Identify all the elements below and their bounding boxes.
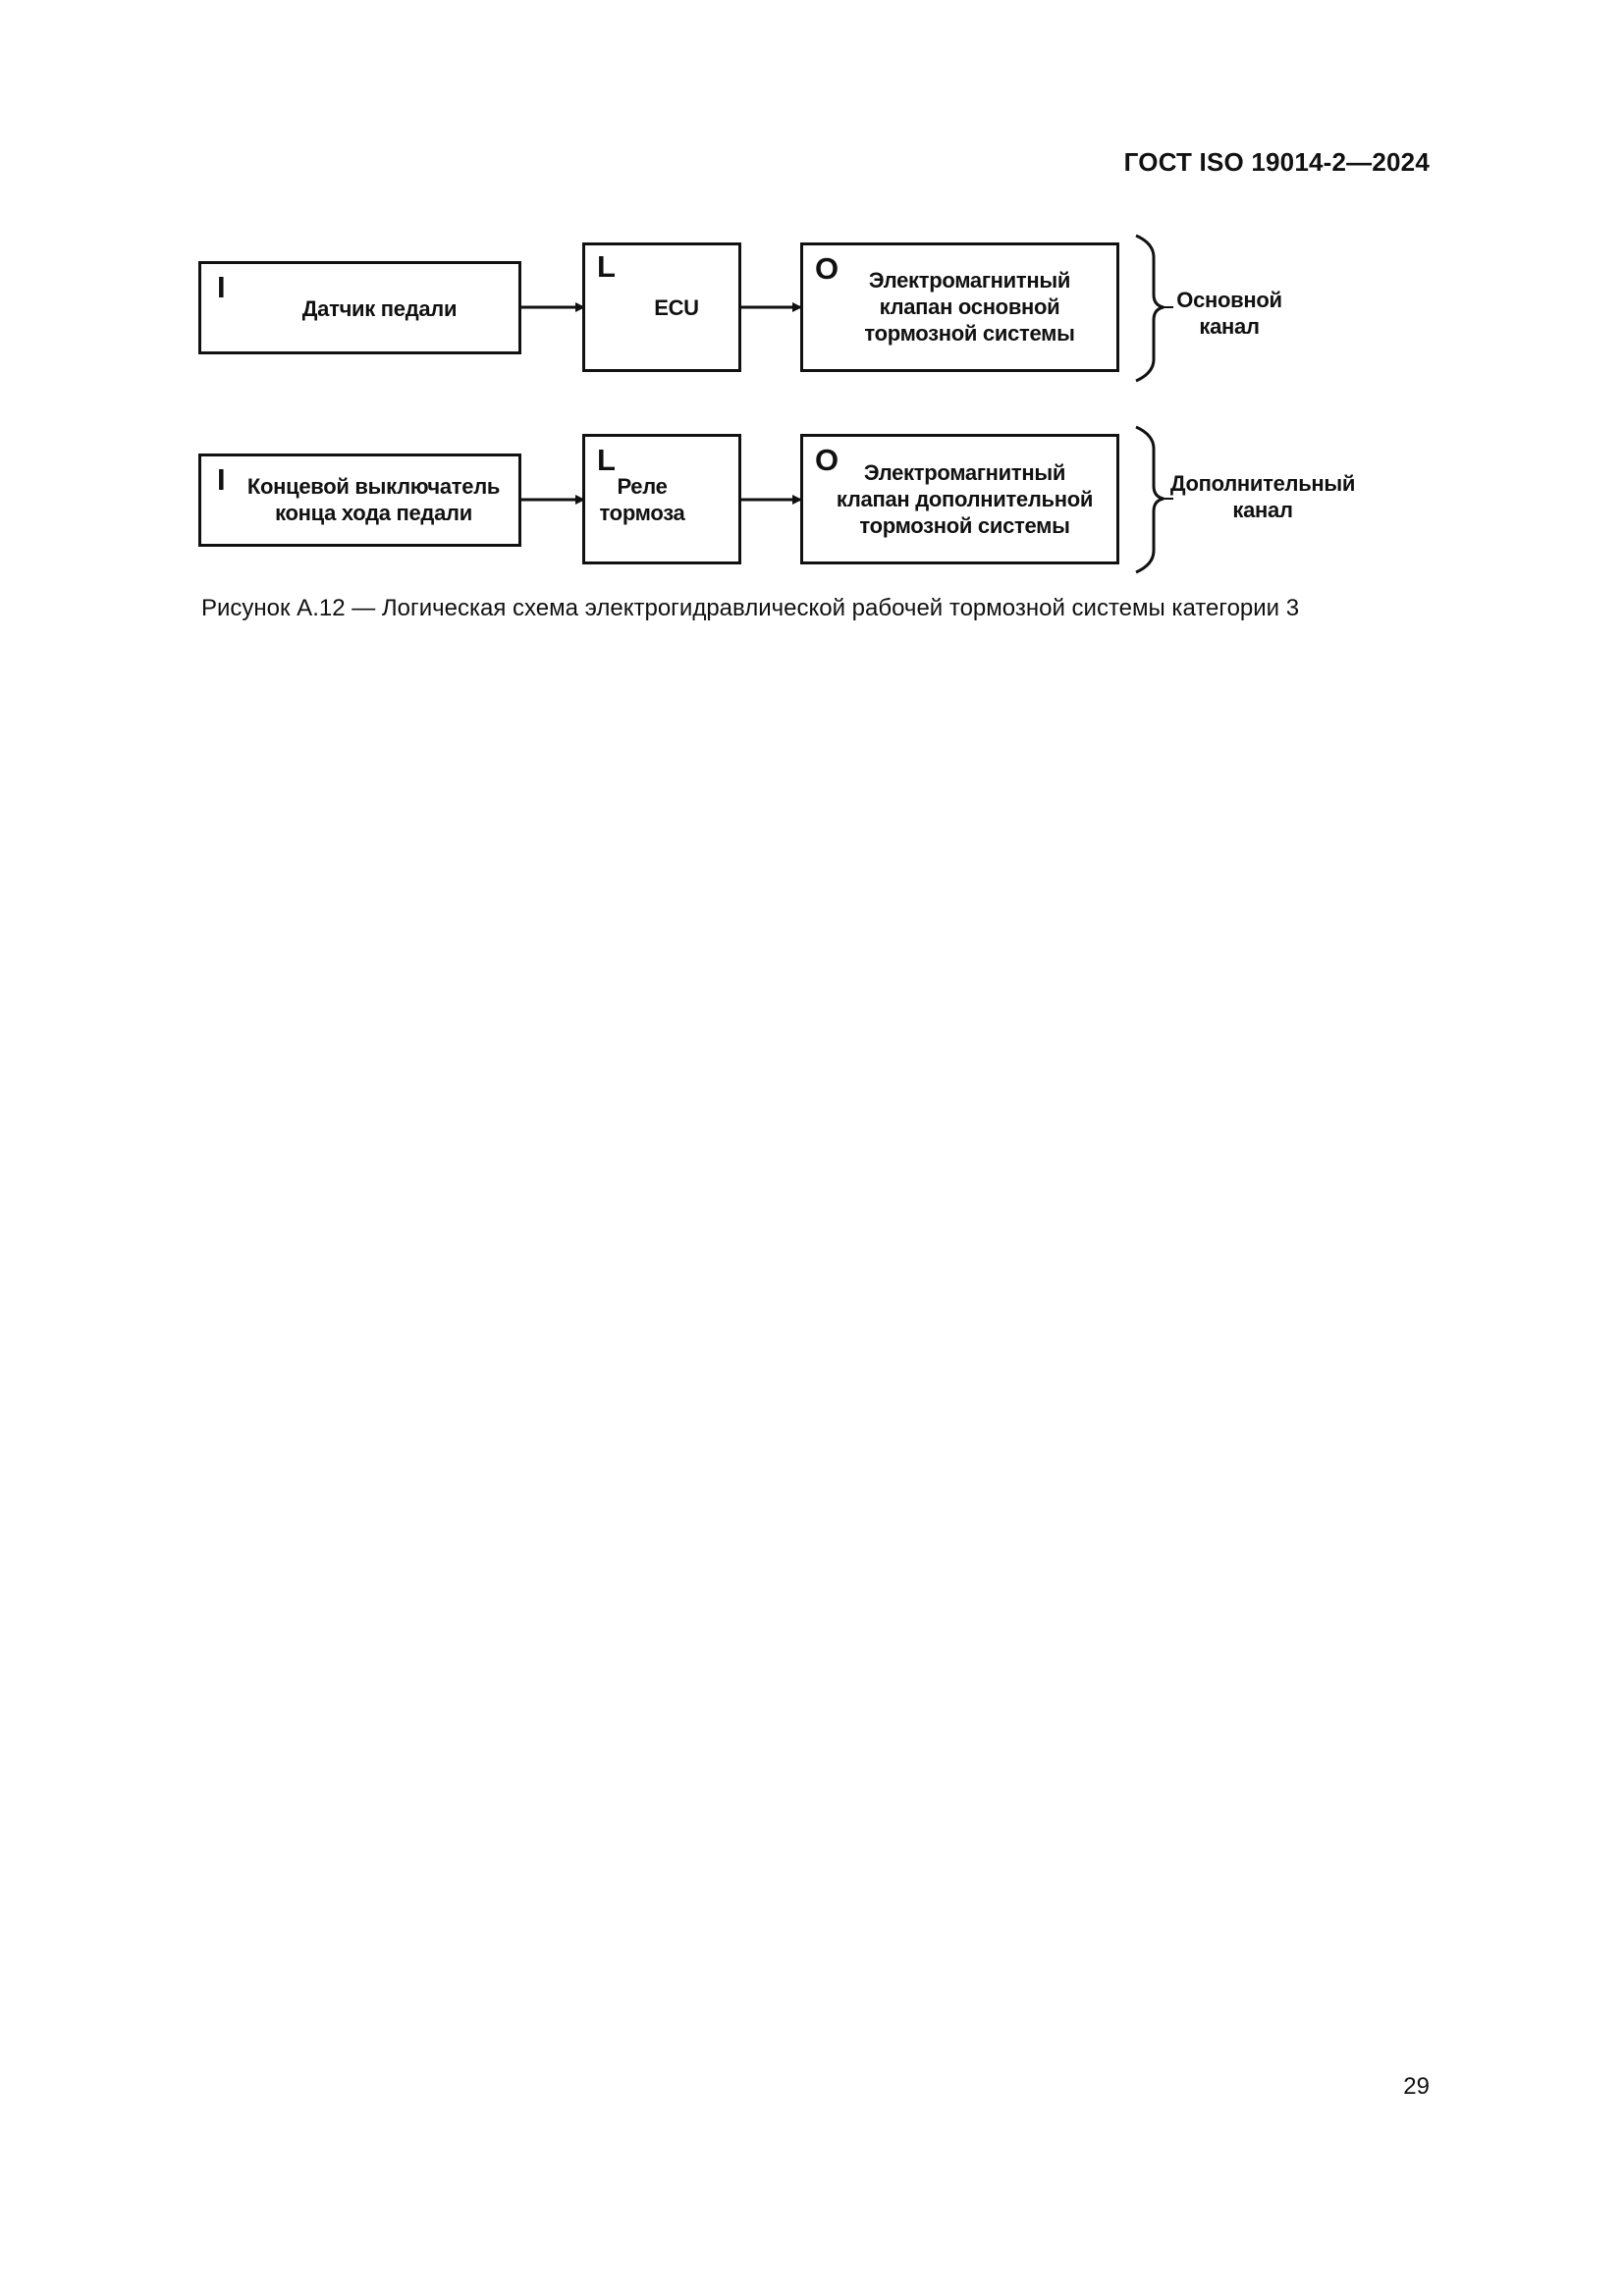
logic-box-main <box>582 242 741 372</box>
output-label: Электромагнитный клапан дополнительной тормозной системы <box>836 460 1094 538</box>
page-number: 29 <box>1403 2073 1430 2100</box>
output-box-additional <box>800 434 1119 564</box>
document-header: ГОСТ ISO 19014-2—2024 <box>1123 147 1430 177</box>
logic-label: Реле тормоза <box>599 474 685 525</box>
figure-caption: Рисунок А.12 — Логическая схема электрогидравлической рабочей тормозной системы категории 3 <box>201 595 1300 621</box>
logic-tag: L <box>597 443 616 477</box>
logic-tag: L <box>597 249 616 284</box>
channel-label-additional: Дополнительный канал <box>1169 471 1356 522</box>
input-box-main <box>198 261 521 354</box>
input-tag: I <box>217 462 226 497</box>
input-box-additional <box>198 454 521 547</box>
output-label: Электромагнитный клапан основной тормозной системы <box>864 268 1075 346</box>
brace-additional-channel <box>1136 427 1164 572</box>
input-label: Концевой выключатель конца хода педали <box>246 474 501 525</box>
output-tag: O <box>815 443 839 477</box>
input-label: Датчик педали <box>301 296 458 321</box>
output-tag: O <box>815 251 839 286</box>
logic-label: ECU <box>654 295 699 320</box>
brace-main-channel <box>1136 236 1164 381</box>
logic-diagram <box>0 0 1624 687</box>
output-box-main <box>800 242 1119 372</box>
logic-box-additional <box>582 434 741 564</box>
input-tag: I <box>217 270 226 304</box>
channel-label-main: Основной канал <box>1176 288 1282 339</box>
